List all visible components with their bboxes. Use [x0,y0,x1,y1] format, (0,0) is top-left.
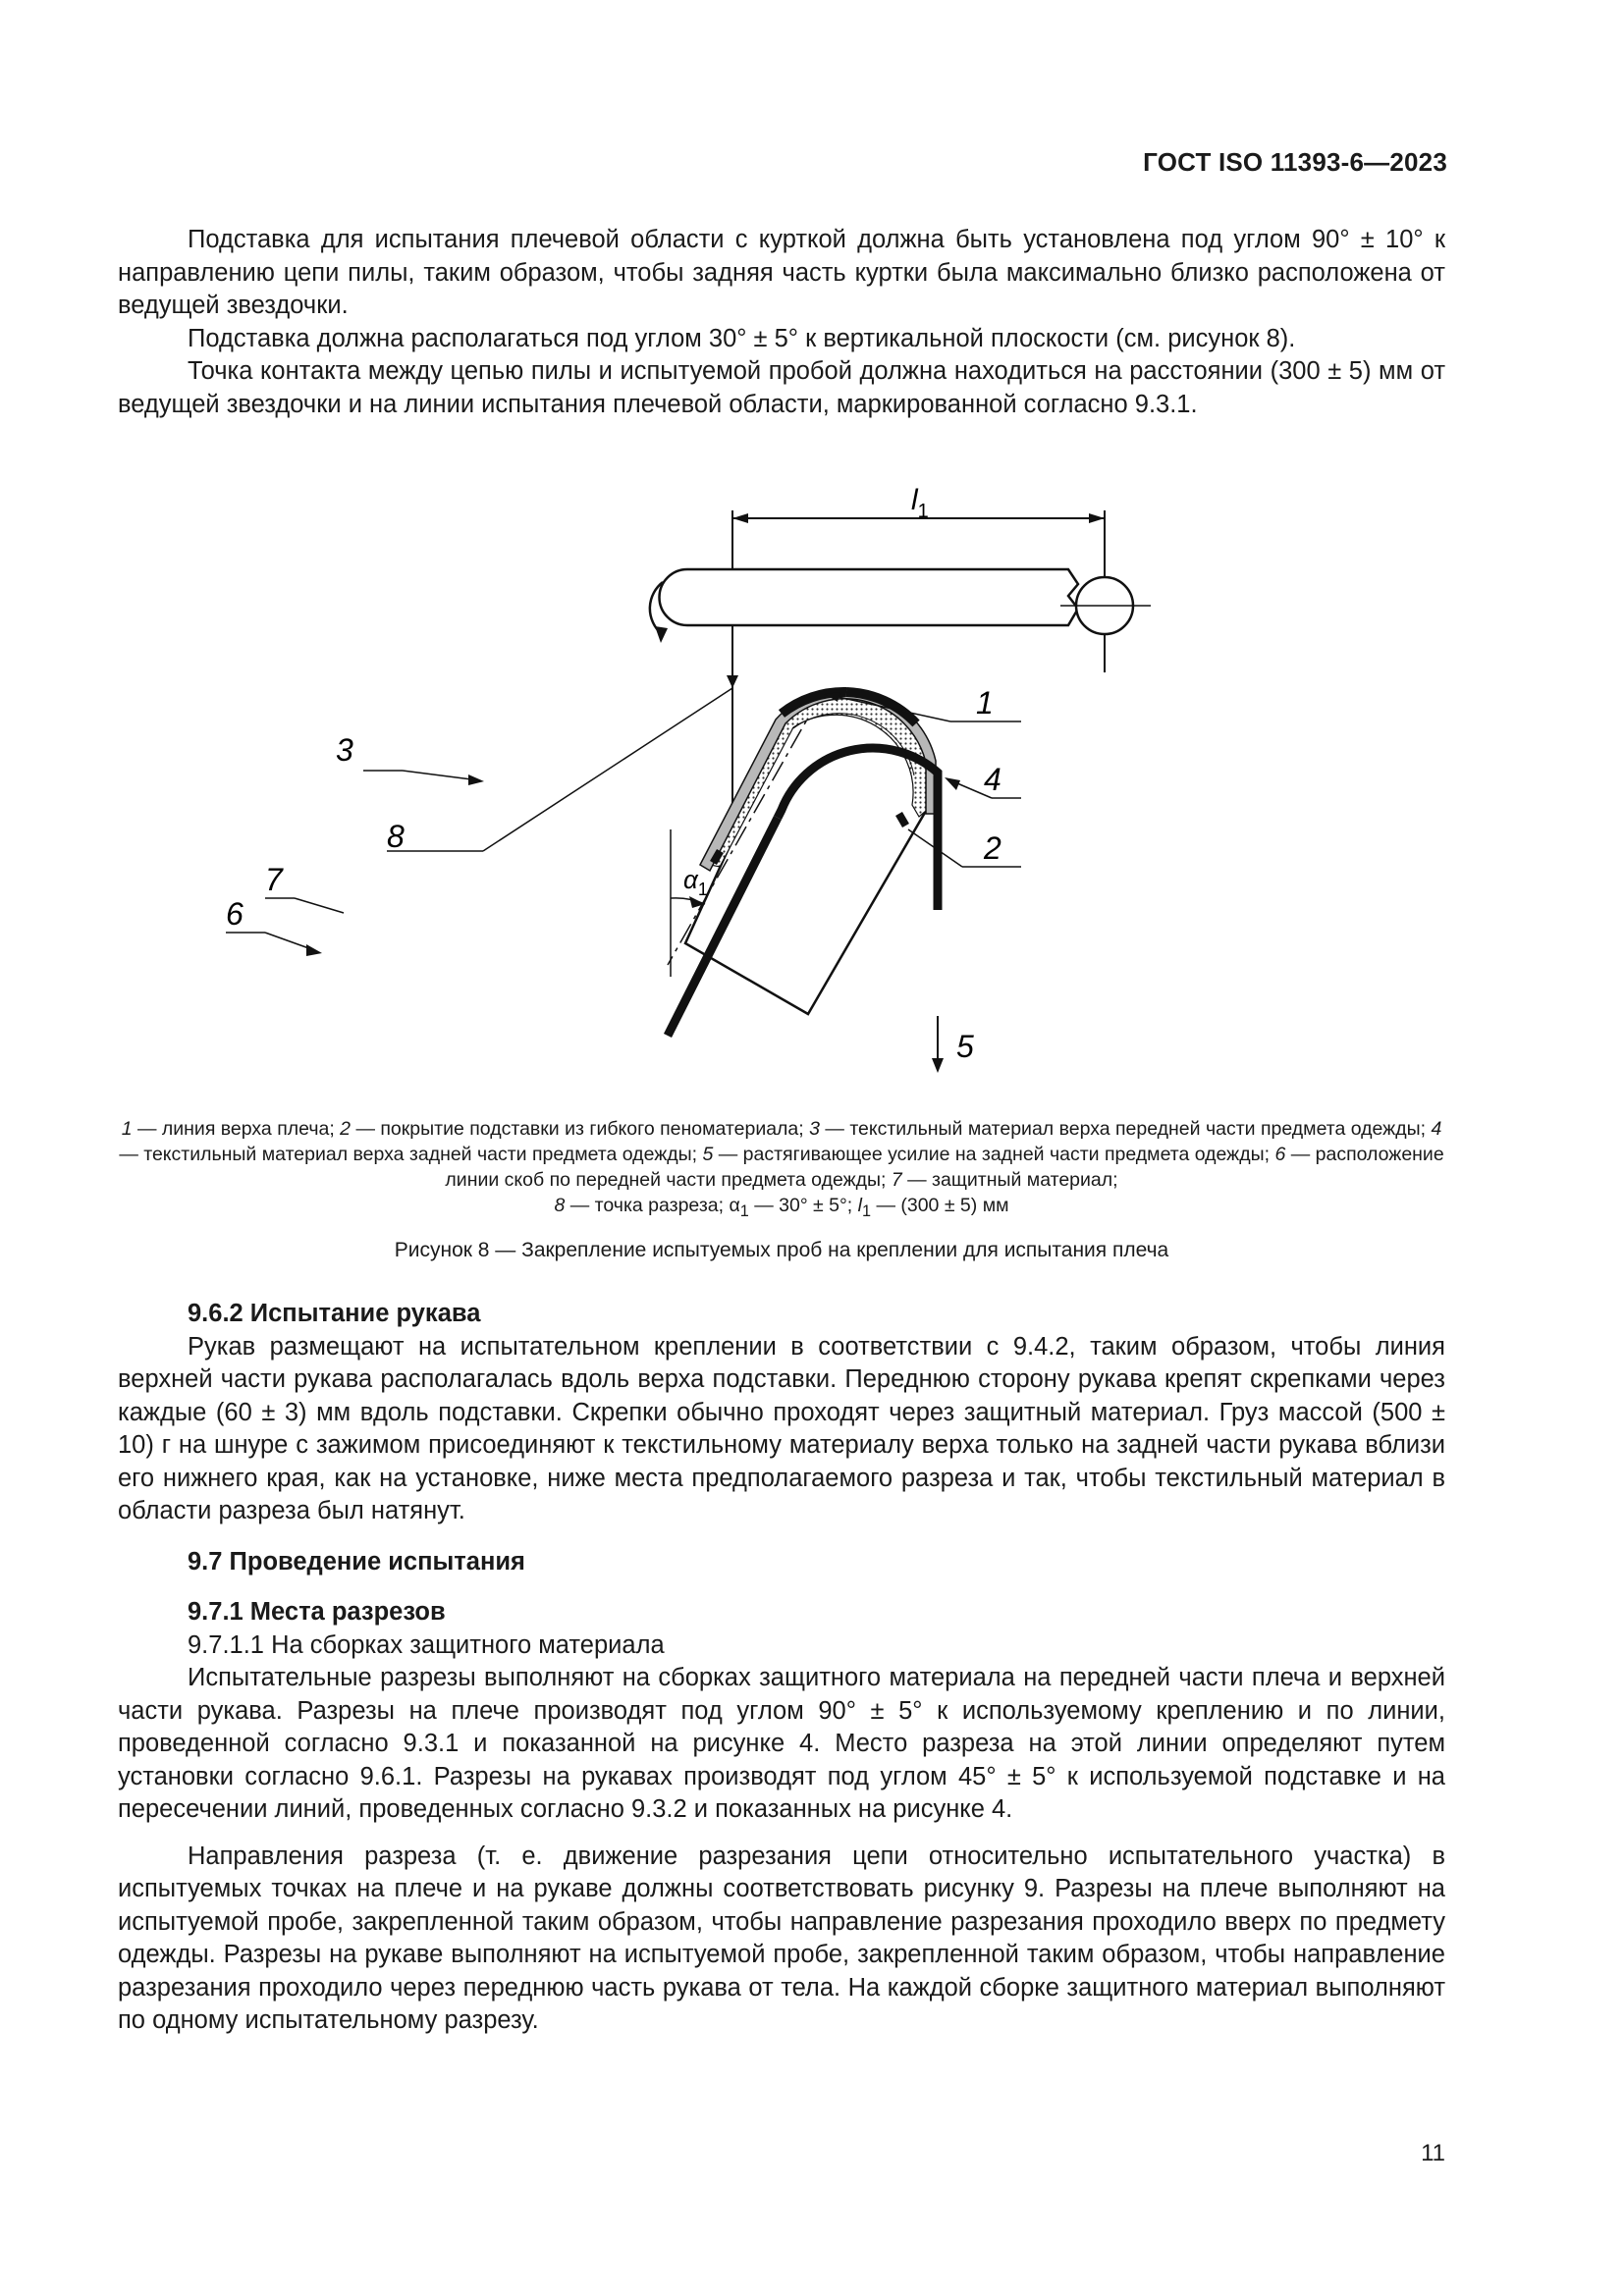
legend-number: 1 [121,1118,133,1140]
paragraph: Точка контакта между цепью пилы и испытуемой пробой должна находиться на расстоянии (300 ± 5) мм от ведущей звездочки и на линии испытания плечевой области, маркированной согласно 9.3.1. [118,357,1445,418]
paragraph: Рукав размещают на испытательном креплении в соответствии с 9.4.2, таким образом, чтобы линия верхней части рукава располагалась вдоль верха подставки. Переднюю сторону рукава крепят скрепками через каждые (60 ± 3) мм вдоль подставки. Скрепки обычно проходят через защитный материал. Груз массой (500 ± 10) г на шнуре с зажимом присоединяют к текстильному материалу верха только на задней части рукава вблизи его нижнего края, как на установке, ниже места предполагаемого разреза и так, чтобы текстильный материал в области разреза был натянут. [118,1332,1445,1524]
section-heading: 9.7 Проведение испытания [188,1547,525,1575]
section-heading: 9.6.2 Испытание рукава [188,1300,481,1327]
legend-text: — растягивающее усилие на задней части предмета одежды; [713,1144,1275,1165]
legend-number: 8 [554,1195,566,1216]
subsection-heading: 9.7.1.1 На сборках защитного материала [188,1630,665,1659]
document-header: ГОСТ ISO 11393-6—2023 [1143,147,1447,177]
figure-legend [118,1116,1445,1224]
cut-point-arrow [727,675,738,688]
paragraph: Подставка должна располагаться под углом 30° ± 5° к вертикальной плоскости (см. рисунок 8). [188,324,1296,352]
legend-text: — 30° ± 5°; [748,1195,858,1216]
callout-5: 5 [956,1029,974,1064]
legend-symbol: l [857,1195,862,1216]
callout-6: 6 [226,896,244,932]
legend-subscript: 1 [739,1201,749,1220]
dimension-l1-label: $l_1$ [911,484,929,522]
paragraph: Направления разреза (т. е. движение разрезания цепи относительно испытательного участка) в испытуемых точках на плече и на рукаве должны соответствовать рисунку 9. Разрезы на плече выполняют на испытуемой пробе, закрепленной таким образом, чтобы направление разрезания проходило вверх по предмету одежды. Разрезы на рукаве выполняют на испытуемой пробе, закрепленной таким образом, чтобы направление разрезания проходило через переднюю часть рукава от тела. На каждой сборке защитного материал выполняют по одному испытательному разрезу. [118,1842,1445,2034]
legend-text: — точка разреза; α [565,1195,740,1216]
figure-8-diagram [226,484,1178,1085]
page-number: 11 [1421,2140,1445,2166]
legend-text: — текстильный материал верха передней части предмета одежды; [819,1118,1432,1140]
main-text [118,1298,1445,2038]
figure-caption: Рисунок 8 — Закрепление испытуемых проб на креплении для испытания плеча [394,1239,1169,1261]
legend-number: 3 [809,1118,820,1140]
callout-8: 8 [387,819,405,854]
legend-subscript: 1 [861,1201,872,1220]
angle-alpha1-label: $\alpha_1$ [683,865,708,899]
legend-text: — покрытие подставки из гибкого пеноматериала; [351,1118,810,1140]
legend-text: — (300 ± 5) мм [871,1195,1009,1216]
paragraph: Подставка для испытания плечевой области с курткой должна быть установлена под углом 90° ± 10° к направлению цепи пилы, таким образом, чтобы задняя часть куртки была максимально близко расположена от ведущей звездочки. [118,226,1445,319]
legend-number: 5 [702,1144,714,1165]
legend-number: 6 [1274,1144,1286,1165]
paragraph: Испытательные разрезы выполняют на сборках защитного материала на передней части плеча и верхней части рукава. Разрезы на плече производят под углом 90° ± 5° к используемому креплению и по линии, проведенной согласно 9.3.1 и показанной на рисунке 4. Место разреза на этой линии определяют путем установки согласно 9.6.1. Разрезы на рукавах производят под углом 45° ± 5° к используемой подставке и на пересечении линий, проведенных согласно 9.3.2 и показанных на рисунке 4. [118,1664,1445,1823]
legend-number: 4 [1431,1118,1442,1140]
chainsaw-bar [650,569,1151,643]
callout-3: 3 [336,732,353,768]
callout-2: 2 [984,830,1001,866]
legend-text: — линия верха плеча; [132,1118,341,1140]
callout-7: 7 [265,862,283,897]
legend-text: — защитный материал; [901,1169,1118,1191]
legend-number: 7 [891,1169,902,1191]
legend-text: — расположение линии скоб по передней части предмета одежды; [445,1144,1444,1191]
legend-text: — текстильный материал верха задней части предмета одежды; [119,1144,703,1165]
section-heading: 9.7.1 Места разрезов [188,1598,446,1626]
callout-1: 1 [976,685,994,721]
legend-number: 2 [340,1118,352,1140]
intro-text [118,224,1445,421]
callout-4: 4 [984,762,1001,797]
